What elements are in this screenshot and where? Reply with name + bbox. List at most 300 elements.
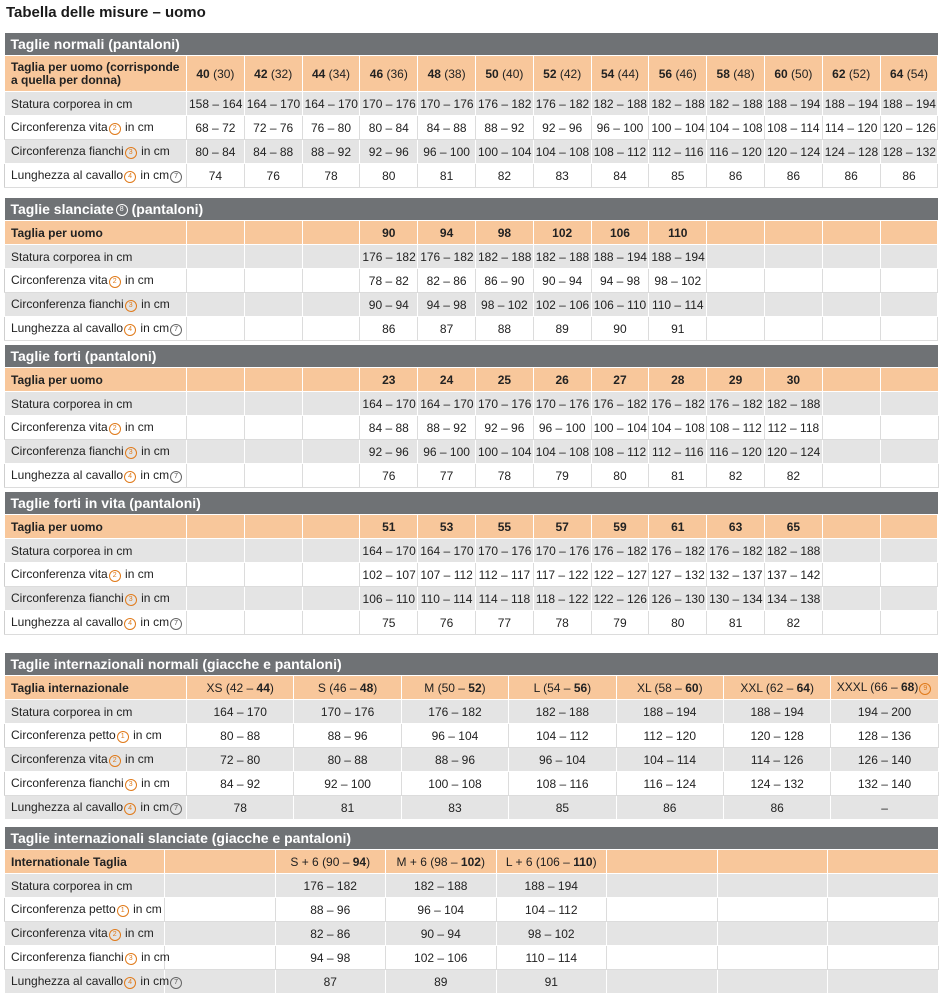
cell-value: 114 – 118: [475, 587, 533, 611]
cell-value: 92 – 96: [475, 416, 533, 440]
cell-value: [880, 416, 938, 440]
footnote-9-icon: 9: [919, 683, 931, 695]
cell-value: 106 – 110: [360, 587, 418, 611]
footnote-4-icon: 4: [124, 471, 136, 483]
cell-value: 110 – 114: [649, 293, 707, 317]
cell-value: 117 – 122: [533, 563, 591, 587]
cell-value: 176 – 182: [275, 874, 386, 898]
size-header: 58 (48): [707, 56, 765, 92]
cell-value: 102 – 106: [533, 293, 591, 317]
table-taglie-slanciate: [4, 198, 938, 341]
cell-value: 170 – 176: [475, 392, 533, 416]
size-header: M + 6 (98 – 102): [386, 850, 497, 874]
cell-value: 82 – 86: [275, 922, 386, 946]
header-label: Taglia per uomo: [5, 368, 187, 392]
cell-value: [244, 440, 302, 464]
cell-value: [880, 245, 938, 269]
cell-value: 86: [822, 164, 880, 188]
cell-value: 74: [187, 164, 245, 188]
size-header: 40 (30): [187, 56, 245, 92]
cell-value: 164 – 170: [418, 539, 476, 563]
cell-value: 78: [187, 796, 294, 820]
cell-value: 104 – 114: [616, 748, 723, 772]
cell-value: [187, 317, 245, 341]
footnote-3-icon: 3: [125, 594, 137, 606]
footnote-2-icon: 2: [109, 123, 121, 135]
cell-value: 164 – 170: [360, 539, 418, 563]
empty-cell: [717, 874, 828, 898]
page-title: Tabella delle misure – uomo: [6, 4, 206, 21]
cell-value: [707, 293, 765, 317]
table-row: [5, 898, 939, 922]
cell-value: 96 – 100: [533, 416, 591, 440]
header-label: Internationale Taglia: [5, 850, 165, 874]
cell-value: 182 – 188: [509, 700, 616, 724]
size-header: 26: [533, 368, 591, 392]
row-label: Circonferenza fianchi 3 in cm: [5, 946, 165, 970]
cell-value: [187, 293, 245, 317]
table-row: [5, 587, 938, 611]
cell-value: 176 – 182: [707, 539, 765, 563]
cell-value: [302, 293, 360, 317]
cell-value: 76: [360, 464, 418, 488]
cell-value: 132 – 137: [707, 563, 765, 587]
cell-value: 104 – 112: [509, 724, 616, 748]
size-header: [302, 515, 360, 539]
row-label: Circonferenza vita 2 in cm: [5, 416, 187, 440]
footnote-4-icon: 4: [124, 171, 136, 183]
table-row: [5, 563, 938, 587]
row-label: Lunghezza al cavallo 4 in cm 7: [5, 464, 187, 488]
empty-cell: [717, 850, 828, 874]
cell-value: [187, 392, 245, 416]
cell-value: 78 – 82: [360, 269, 418, 293]
cell-value: 120 – 128: [723, 724, 830, 748]
cell-value: 88 – 92: [418, 416, 476, 440]
cell-value: [707, 245, 765, 269]
section-title: Taglie internazionali slanciate (giacche e pantaloni): [5, 827, 939, 850]
cell-value: 87: [275, 970, 386, 994]
cell-value: 104 – 112: [496, 898, 607, 922]
cell-value: [302, 539, 360, 563]
cell-value: [880, 440, 938, 464]
size-header: 42 (32): [244, 56, 302, 92]
cell-value: 80 – 88: [294, 748, 401, 772]
cell-value: 116 – 124: [616, 772, 723, 796]
cell-value: 116 – 120: [707, 140, 765, 164]
cell-value: 86: [764, 164, 822, 188]
size-header: [822, 221, 880, 245]
empty-cell: [828, 898, 939, 922]
cell-value: [244, 317, 302, 341]
cell-value: [244, 611, 302, 635]
table-row: [5, 874, 939, 898]
empty-cell: [828, 850, 939, 874]
cell-value: 92 – 100: [294, 772, 401, 796]
cell-value: 72 – 76: [244, 116, 302, 140]
empty-cell: [828, 970, 939, 994]
cell-value: 77: [475, 611, 533, 635]
cell-value: 116 – 120: [707, 440, 765, 464]
table-row: [5, 140, 938, 164]
row-label: Circonferenza petto 1 in cm: [5, 898, 165, 922]
size-header: XXL (62 – 64): [723, 676, 830, 700]
size-header: [244, 515, 302, 539]
row-label: Statura corporea in cm: [5, 92, 187, 116]
cell-value: [880, 293, 938, 317]
cell-value: 176 – 182: [649, 392, 707, 416]
cell-value: 96 – 104: [401, 724, 508, 748]
cell-value: 80 – 84: [360, 116, 418, 140]
cell-value: 102 – 107: [360, 563, 418, 587]
cell-value: 88 – 96: [401, 748, 508, 772]
cell-value: [880, 539, 938, 563]
footnote-1-icon: 1: [117, 731, 129, 743]
empty-cell: [828, 874, 939, 898]
empty-cell: [607, 970, 718, 994]
cell-value: [302, 269, 360, 293]
cell-value: 90 – 94: [360, 293, 418, 317]
cell-value: 83: [401, 796, 508, 820]
size-header: XXXL (66 – 68) 9: [831, 676, 938, 700]
row-label: Statura corporea in cm: [5, 700, 187, 724]
size-header: M (50 – 52): [401, 676, 508, 700]
cell-value: 106 – 110: [591, 293, 649, 317]
table-row: [5, 293, 938, 317]
cell-value: 79: [591, 611, 649, 635]
cell-value: 82: [707, 464, 765, 488]
cell-value: 81: [649, 464, 707, 488]
row-label: Lunghezza al cavallo 4 in cm 7: [5, 970, 165, 994]
size-header: 30: [764, 368, 822, 392]
cell-value: [880, 563, 938, 587]
table-taglie-normali: [4, 33, 938, 188]
size-header: [244, 221, 302, 245]
cell-value: 84 – 88: [244, 140, 302, 164]
cell-value: 96 – 100: [591, 116, 649, 140]
size-header: L + 6 (106 – 110): [496, 850, 607, 874]
section-title: Taglie forti in vita (pantaloni): [5, 492, 938, 515]
cell-value: 132 – 140: [831, 772, 938, 796]
cell-value: [187, 440, 245, 464]
size-header: 57: [533, 515, 591, 539]
cell-value: 188 – 194: [496, 874, 607, 898]
cell-value: 80: [649, 611, 707, 635]
cell-value: 88: [475, 317, 533, 341]
cell-value: 88 – 92: [475, 116, 533, 140]
table-row: [5, 700, 939, 724]
empty-cell: [165, 874, 276, 898]
empty-cell: [607, 898, 718, 922]
cell-value: 78: [475, 464, 533, 488]
cell-value: 158 – 164: [187, 92, 245, 116]
cell-value: [822, 587, 880, 611]
row-label: Statura corporea in cm: [5, 392, 187, 416]
table-row: [5, 611, 938, 635]
cell-value: 182 – 188: [591, 92, 649, 116]
cell-value: 122 – 127: [591, 563, 649, 587]
table-row: [5, 245, 938, 269]
table-row: [5, 922, 939, 946]
size-header: [822, 368, 880, 392]
cell-value: 112 – 118: [764, 416, 822, 440]
size-header: [187, 221, 245, 245]
row-label: Circonferenza vita 2 in cm: [5, 116, 187, 140]
cell-value: 108 – 112: [591, 140, 649, 164]
footnote-8-icon: 8: [116, 204, 128, 216]
cell-value: 100 – 104: [591, 416, 649, 440]
cell-value: 88 – 96: [275, 898, 386, 922]
cell-value: [244, 563, 302, 587]
table-row: [5, 317, 938, 341]
cell-value: [244, 269, 302, 293]
cell-value: 89: [386, 970, 497, 994]
size-header: XS (42 – 44): [187, 676, 294, 700]
cell-value: 96 – 104: [509, 748, 616, 772]
cell-value: [822, 317, 880, 341]
footnote-7-icon: 7: [170, 171, 182, 183]
cell-value: [822, 440, 880, 464]
size-header: 64 (54): [880, 56, 938, 92]
size-header: 54 (44): [591, 56, 649, 92]
size-header: 60 (50): [764, 56, 822, 92]
cell-value: 96 – 100: [418, 440, 476, 464]
cell-value: 110 – 114: [496, 946, 607, 970]
row-label: Circonferenza vita 2 in cm: [5, 922, 165, 946]
cell-value: [187, 464, 245, 488]
row-label: Statura corporea in cm: [5, 245, 187, 269]
size-header: 44 (34): [302, 56, 360, 92]
footnote-4-icon: 4: [124, 618, 136, 630]
empty-cell: [717, 946, 828, 970]
cell-value: 124 – 128: [822, 140, 880, 164]
size-header: 56 (46): [649, 56, 707, 92]
size-header: [187, 515, 245, 539]
header-row: [5, 368, 939, 392]
cell-value: 164 – 170: [418, 392, 476, 416]
cell-value: 182 – 188: [707, 92, 765, 116]
footnote-7-icon: 7: [170, 977, 182, 989]
cell-value: 164 – 170: [187, 700, 294, 724]
size-header: 90: [360, 221, 418, 245]
size-header: [880, 515, 938, 539]
footnote-4-icon: 4: [124, 977, 136, 989]
cell-value: 80 – 88: [187, 724, 294, 748]
empty-cell: [717, 898, 828, 922]
cell-value: 86 – 90: [475, 269, 533, 293]
header-label: Taglia per uomo: [5, 515, 187, 539]
cell-value: 112 – 116: [649, 140, 707, 164]
cell-value: 108 – 114: [764, 116, 822, 140]
size-header: 94: [418, 221, 476, 245]
footnote-3-icon: 3: [125, 147, 137, 159]
size-header: 61: [649, 515, 707, 539]
empty-cell: [165, 946, 276, 970]
cell-value: 89: [533, 317, 591, 341]
cell-value: 182 – 188: [649, 92, 707, 116]
cell-value: 108 – 112: [707, 416, 765, 440]
table-row: [5, 724, 939, 748]
cell-value: 137 – 142: [764, 563, 822, 587]
row-label: Circonferenza petto 1 in cm: [5, 724, 187, 748]
cell-value: [302, 611, 360, 635]
cell-value: 112 – 120: [616, 724, 723, 748]
cell-value: 128 – 132: [880, 140, 938, 164]
cell-value: 164 – 170: [244, 92, 302, 116]
empty-cell: [165, 898, 276, 922]
cell-value: 104 – 108: [707, 116, 765, 140]
size-header: 110: [649, 221, 707, 245]
cell-value: 86: [723, 796, 830, 820]
size-header: [707, 221, 765, 245]
row-label: Circonferenza fianchi 3 in cm: [5, 140, 187, 164]
cell-value: 164 – 170: [302, 92, 360, 116]
cell-value: 128 – 136: [831, 724, 938, 748]
cell-value: 102 – 106: [386, 946, 497, 970]
table-taglie-internazionali: [4, 653, 939, 820]
cell-value: 170 – 176: [533, 392, 591, 416]
cell-value: 124 – 132: [723, 772, 830, 796]
size-header: 24: [418, 368, 476, 392]
cell-value: [707, 317, 765, 341]
cell-value: [244, 539, 302, 563]
row-label: Lunghezza al cavallo 4 in cm 7: [5, 796, 187, 820]
cell-value: 176 – 182: [649, 539, 707, 563]
cell-value: 79: [533, 464, 591, 488]
cell-value: 108 – 116: [509, 772, 616, 796]
header-label: Taglia per uomo: [5, 221, 187, 245]
cell-value: 92 – 96: [360, 440, 418, 464]
cell-value: 118 – 122: [533, 587, 591, 611]
cell-value: 86: [360, 317, 418, 341]
cell-value: [822, 293, 880, 317]
empty-cell: [607, 850, 718, 874]
size-header: L (54 – 56): [509, 676, 616, 700]
cell-value: 96 – 100: [418, 140, 476, 164]
cell-value: 176 – 182: [707, 392, 765, 416]
cell-value: [822, 611, 880, 635]
cell-value: [822, 269, 880, 293]
size-header: 65: [764, 515, 822, 539]
cell-value: [302, 440, 360, 464]
cell-value: –: [831, 796, 938, 820]
cell-value: 104 – 108: [649, 416, 707, 440]
header-label: Taglia internazionale: [5, 676, 187, 700]
cell-value: 75: [360, 611, 418, 635]
footnote-3-icon: 3: [125, 300, 137, 312]
size-header: 28: [649, 368, 707, 392]
size-header: XL (58 – 60): [616, 676, 723, 700]
cell-value: [822, 464, 880, 488]
footnote-7-icon: 7: [170, 471, 182, 483]
section-title: Taglie slanciate 8 (pantaloni): [5, 198, 938, 221]
row-label: Circonferenza vita 2 in cm: [5, 269, 187, 293]
cell-value: 100 – 104: [475, 140, 533, 164]
cell-value: [187, 611, 245, 635]
table-row: [5, 92, 938, 116]
footnote-1-icon: 1: [117, 905, 129, 917]
cell-value: 134 – 138: [764, 587, 822, 611]
cell-value: 188 – 194: [880, 92, 938, 116]
cell-value: [880, 611, 938, 635]
footnote-2-icon: 2: [109, 570, 121, 582]
cell-value: 182 – 188: [764, 539, 822, 563]
cell-value: 188 – 194: [723, 700, 830, 724]
cell-value: 84: [591, 164, 649, 188]
cell-value: [187, 416, 245, 440]
size-header: 48 (38): [418, 56, 476, 92]
cell-value: [187, 539, 245, 563]
row-label: Circonferenza fianchi 3 in cm: [5, 440, 187, 464]
cell-value: [764, 245, 822, 269]
cell-value: [244, 392, 302, 416]
cell-value: [764, 317, 822, 341]
empty-cell: [717, 970, 828, 994]
table-taglie-internazionali-slanciate: [4, 827, 939, 994]
cell-value: 98 – 102: [496, 922, 607, 946]
cell-value: 188 – 194: [764, 92, 822, 116]
table-row: [5, 269, 938, 293]
section-title: Taglie internazionali normali (giacche e pantaloni): [5, 653, 939, 676]
cell-value: 88 – 92: [302, 140, 360, 164]
size-header: [764, 221, 822, 245]
footnote-4-icon: 4: [124, 803, 136, 815]
footnote-2-icon: 2: [109, 423, 121, 435]
cell-value: 92 – 96: [360, 140, 418, 164]
cell-value: [244, 587, 302, 611]
size-header: 102: [533, 221, 591, 245]
cell-value: 126 – 130: [649, 587, 707, 611]
table-row: [5, 464, 939, 488]
cell-value: [244, 464, 302, 488]
cell-value: [244, 293, 302, 317]
cell-value: 120 – 124: [764, 140, 822, 164]
size-header: [880, 221, 938, 245]
row-label: Lunghezza al cavallo 4 in cm 7: [5, 317, 187, 341]
cell-value: 81: [418, 164, 476, 188]
table-row: [5, 392, 939, 416]
cell-value: 108 – 112: [591, 440, 649, 464]
cell-value: 170 – 176: [475, 539, 533, 563]
cell-value: 92 – 96: [533, 116, 591, 140]
row-label: Circonferenza fianchi 3 in cm: [5, 293, 187, 317]
footnote-7-icon: 7: [170, 618, 182, 630]
cell-value: [822, 392, 880, 416]
cell-value: [822, 539, 880, 563]
cell-value: 176 – 182: [401, 700, 508, 724]
cell-value: 100 – 108: [401, 772, 508, 796]
cell-value: [187, 563, 245, 587]
cell-value: 90 – 94: [533, 269, 591, 293]
cell-value: [244, 245, 302, 269]
cell-value: 96 – 104: [386, 898, 497, 922]
cell-value: 72 – 80: [187, 748, 294, 772]
cell-value: 104 – 108: [533, 440, 591, 464]
table-row: [5, 539, 938, 563]
cell-value: [764, 269, 822, 293]
cell-value: 126 – 140: [831, 748, 938, 772]
size-header: 29: [707, 368, 765, 392]
cell-value: [302, 392, 360, 416]
footnote-3-icon: 3: [125, 447, 137, 459]
cell-value: 127 – 132: [649, 563, 707, 587]
cell-value: 176 – 182: [533, 92, 591, 116]
cell-value: 182 – 188: [764, 392, 822, 416]
cell-value: [187, 587, 245, 611]
section-title: Taglie forti (pantaloni): [5, 345, 939, 368]
cell-value: 80: [591, 464, 649, 488]
cell-value: [822, 245, 880, 269]
